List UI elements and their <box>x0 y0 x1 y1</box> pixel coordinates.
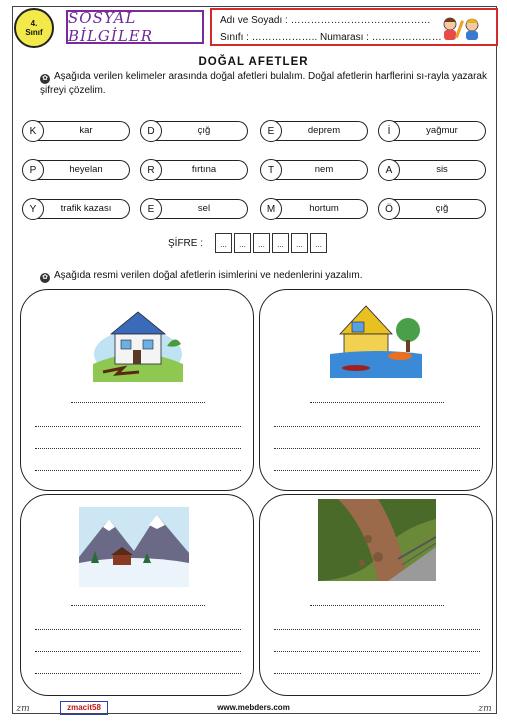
word-pill <box>140 159 248 181</box>
word-pill <box>140 198 248 220</box>
reason-line[interactable] <box>274 673 480 674</box>
instruction-1 <box>40 70 490 98</box>
word-letter: Ö <box>378 198 400 220</box>
flooded-house-picture <box>330 296 422 378</box>
page-title: DOĞAL AFETLER <box>198 56 309 68</box>
instruction-2-text: Aşağıda resmi verilen doğal afetlerin isimlerini ve nedenlerini yazalım. <box>54 270 363 281</box>
word-text: deprem <box>307 125 341 136</box>
name-field[interactable]: Adı ve Soyadı : …………………………………… <box>220 15 431 26</box>
word-pill <box>22 120 130 142</box>
word-text: fırtına <box>191 164 217 175</box>
word-text: yağmur <box>426 125 458 136</box>
word-text: trafik kazası <box>60 203 112 214</box>
word-letter: K <box>22 120 44 142</box>
cipher-cell[interactable]: ... <box>253 233 270 253</box>
card-flood <box>259 289 493 491</box>
flower-bullet-icon: ✿ <box>40 74 50 84</box>
word-pill <box>378 120 486 142</box>
word-letter: A <box>378 159 400 181</box>
word-text: sis <box>436 164 448 175</box>
landslide-road-picture <box>318 499 436 581</box>
grade-badge <box>14 8 54 48</box>
reason-line[interactable] <box>274 629 480 630</box>
word-text: nem <box>314 164 334 175</box>
word-letter: İ <box>378 120 400 142</box>
cipher-cell[interactable]: ... <box>215 233 232 253</box>
corner-mark-right: zm <box>478 704 492 714</box>
word-pill <box>260 198 368 220</box>
cipher-cell[interactable]: ... <box>291 233 308 253</box>
word-letter: D <box>140 120 162 142</box>
word-text: hortum <box>309 203 339 214</box>
cipher-cell[interactable]: ... <box>272 233 289 253</box>
subject-title-box <box>66 10 204 44</box>
reason-line[interactable] <box>35 673 241 674</box>
word-text: sel <box>197 203 211 214</box>
author-tag: zmacit58 <box>60 701 108 715</box>
word-pill <box>260 120 368 142</box>
word-letter: E <box>260 120 282 142</box>
class-number-field[interactable]: Sınıfı : ……………….. Numarası : ………………… <box>220 32 442 43</box>
word-letter: R <box>140 159 162 181</box>
student-info-box <box>210 8 498 46</box>
word-text: heyelan <box>69 164 103 175</box>
disaster-name-line[interactable] <box>310 605 444 606</box>
disaster-name-line[interactable] <box>310 402 444 403</box>
word-text: çığ <box>197 125 211 136</box>
word-letter: Y <box>22 198 44 220</box>
reason-line[interactable] <box>35 470 241 471</box>
cipher-cell[interactable]: ... <box>310 233 327 253</box>
word-pill <box>140 120 248 142</box>
reason-line[interactable] <box>274 470 480 471</box>
subject-title: SOSYAL BİLGİLER <box>68 9 154 45</box>
reason-line[interactable] <box>35 448 241 449</box>
word-pill <box>22 159 130 181</box>
card-landslide <box>259 494 493 696</box>
word-text: kar <box>79 125 93 136</box>
cipher-label: ŞİFRE : <box>168 238 204 249</box>
snowy-mountains-picture <box>79 507 189 587</box>
reason-line[interactable] <box>35 651 241 652</box>
instruction-2 <box>40 269 490 283</box>
corner-mark-left: zm <box>16 704 30 714</box>
word-letter: M <box>260 198 282 220</box>
reason-line[interactable] <box>274 426 480 427</box>
website-url[interactable]: www.mebders.com <box>217 703 290 712</box>
cipher-cell[interactable]: ... <box>234 233 251 253</box>
reason-line[interactable] <box>274 448 480 449</box>
grade-number: 4. <box>30 19 38 28</box>
children-illustration-icon <box>436 14 488 42</box>
word-pill <box>22 198 130 220</box>
disaster-name-line[interactable] <box>71 605 205 606</box>
flower-bullet-icon: ✿ <box>40 273 50 283</box>
earthquake-house-picture <box>93 294 183 382</box>
word-text: çığ <box>435 203 449 214</box>
card-avalanche <box>20 494 254 696</box>
word-letter: P <box>22 159 44 181</box>
word-letter: T <box>260 159 282 181</box>
word-pill <box>260 159 368 181</box>
word-pill <box>378 198 486 220</box>
instruction-1-text: Aşağıda verilen kelimeler arasında doğal afetleri bulalım. Doğal afetlerin harflerini sı-rayla yazarak şifreyi çözelim. <box>40 71 487 96</box>
grade-label: Sınıf <box>25 28 43 37</box>
disaster-name-line[interactable] <box>71 402 205 403</box>
reason-line[interactable] <box>274 651 480 652</box>
card-earthquake <box>20 289 254 491</box>
reason-line[interactable] <box>35 426 241 427</box>
word-letter: E <box>140 198 162 220</box>
word-pill <box>378 159 486 181</box>
reason-line[interactable] <box>35 629 241 630</box>
